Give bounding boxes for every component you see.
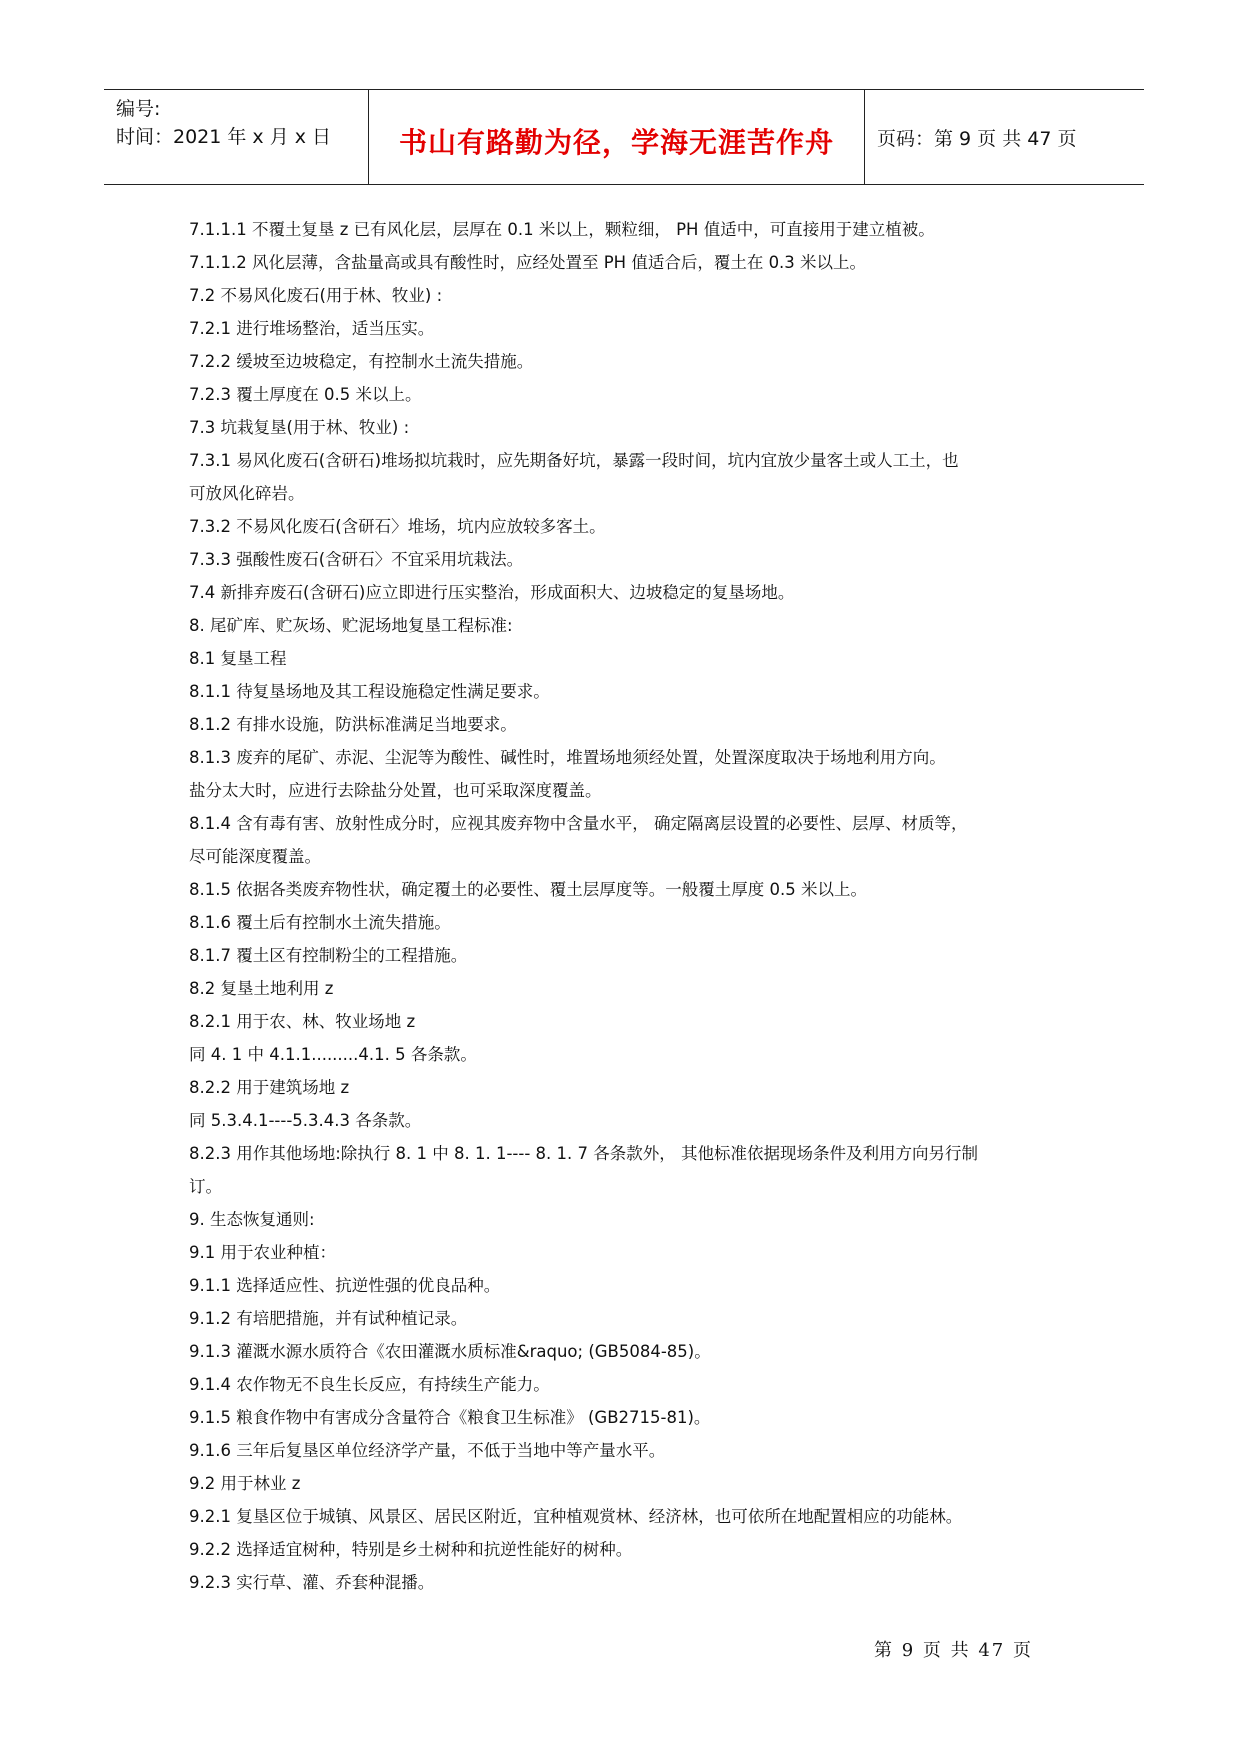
body-line: 同 4. 1 中 4.1.1.........4.1. 5 各条款。	[189, 1045, 477, 1064]
body-line: 8.1.6 覆土后有控制水土流失措施。	[189, 913, 451, 932]
body-line: 8.2.1 用于农、林、牧业场地 z	[189, 1012, 416, 1031]
body-line: 7.3 坑栽复垦(用于林、牧业) :	[189, 418, 410, 437]
body-line: 订。	[189, 1177, 222, 1196]
body-line: 8.1.1 待复垦场地及其工程设施稳定性满足要求。	[189, 682, 550, 701]
header-left-cell	[104, 90, 368, 184]
body-line: 8.1.5 依据各类废弃物性状，确定覆土的必要性、覆土层厚度等。一般覆土厚度 0.5 米以上。	[189, 880, 867, 899]
body-line: 8. 尾矿库、贮灰场、贮泥场地复垦工程标准:	[189, 616, 513, 635]
body-line: 7.2.1 进行堆场整治，适当压实。	[189, 319, 435, 338]
header-page-label: 页码：第 9 页 共 47 页	[877, 128, 1077, 150]
body-line: 7.2.3 覆土厚度在 0.5 米以上。	[189, 385, 422, 404]
body-line: 9.1.1 选择适应性、抗逆性强的优良品种。	[189, 1276, 501, 1295]
body-line: 9.2.3 实行草、灌、乔套种混播。	[189, 1573, 435, 1592]
body-line: 9.1.4 农作物无不良生长反应，有持续生产能力。	[189, 1375, 550, 1394]
body-line: 8.1.2 有排水设施，防洪标准满足当地要求。	[189, 715, 517, 734]
body-line: 9.2 用于林业 z	[189, 1474, 301, 1493]
body-line: 9.1.5 粮食作物中有害成分含量符合《粮食卫生标准》 (GB2715-81)。	[189, 1408, 711, 1427]
body-line: 8.2.3 用作其他场地:除执行 8. 1 中 8. 1. 1---- 8. 1. 7 各条款外， 其他标准依据现场条件及利用方向另行制	[189, 1144, 979, 1163]
body-line: 7.1.1.2 风化层薄，含盐量高或具有酸性时，应经处置至 PH 值适合后，覆土在 0.3 米以上。	[189, 253, 867, 272]
page-header	[104, 89, 1144, 185]
body-line: 7.4 新排弃废石(含研石)应立即进行压实整治，形成面积大、边坡稳定的复垦场地。	[189, 583, 795, 602]
body-line: 9.2.2 选择适宜树种，特别是乡土树种和抗逆性能好的树种。	[189, 1540, 633, 1559]
body-line: 7.3.1 易风化废石(含研石)堆场拟坑栽时，应先期备好坑，暴露一段时间，坑内宜放少量客土或人工土，也	[189, 451, 959, 470]
document-number-label: 编号:	[116, 98, 161, 120]
body-line: 8.1 复垦工程	[189, 649, 287, 668]
header-right-cell	[865, 90, 1144, 184]
body-line: 9.1.2 有培肥措施，并有试种植记录。	[189, 1309, 468, 1328]
body-line: 9.1 用于农业种植：	[189, 1243, 336, 1262]
header-motto: 书山有路勤为径，学海无涯苦作舟	[398, 126, 834, 159]
header-center-cell	[368, 90, 865, 184]
body-line: 8.1.3 废弃的尾矿、赤泥、尘泥等为酸性、碱性时，堆置场地须经处置，处置深度取决于场地利用方向。	[189, 748, 946, 767]
body-line: 7.1.1.1 不覆土复垦 z 已有风化层，层厚在 0.1 米以上，颗粒细， PH 值适中，可直接用于建立植被。	[189, 220, 935, 239]
body-line: 9.1.3 灌溉水源水质符合《农田灌溉水质标准&raquo; (GB5084-85)。	[189, 1342, 711, 1361]
body-line: 8.1.4 含有毒有害、放射性成分时，应视其废弃物中含量水平， 确定隔离层设置的必要性、层厚、材质等，	[189, 814, 968, 833]
body-line: 尽可能深度覆盖。	[189, 847, 321, 866]
body-line: 8.2 复垦土地利用 z	[189, 979, 334, 998]
body-line: 9.1.6 三年后复垦区单位经济学产量，不低于当地中等产量水平。	[189, 1441, 666, 1460]
body-line: 7.2 不易风化废石(用于林、牧业) :	[189, 286, 443, 305]
body-line: 9. 生态恢复通则:	[189, 1210, 315, 1229]
body-line: 同 5.3.4.1----5.3.4.3 各条款。	[189, 1111, 422, 1130]
body-line: 盐分太大时，应进行去除盐分处置，也可采取深度覆盖。	[189, 781, 602, 800]
body-line: 9.2.1 复垦区位于城镇、风景区、居民区附近，宜种植观赏林、经济林，也可依所在地配置相应的功能林。	[189, 1507, 963, 1526]
document-time-label: 时间：2021 年 x 月 x 日	[116, 126, 332, 148]
document-body	[189, 213, 1069, 1599]
body-line: 可放风化碎岩。	[189, 484, 305, 503]
body-line: 8.2.2 用于建筑场地 z	[189, 1078, 350, 1097]
page-footer: 第 9 页 共 47 页	[874, 1640, 1033, 1661]
body-line: 7.3.3 强酸性废石(含研石〉不宜采用坑栽法。	[189, 550, 524, 569]
body-line: 7.2.2 缓坡至边坡稳定，有控制水土流失措施。	[189, 352, 534, 371]
body-line: 8.1.7 覆土区有控制粉尘的工程措施。	[189, 946, 468, 965]
body-line: 7.3.2 不易风化废石(含研石〉堆场，坑内应放较多客土。	[189, 517, 606, 536]
